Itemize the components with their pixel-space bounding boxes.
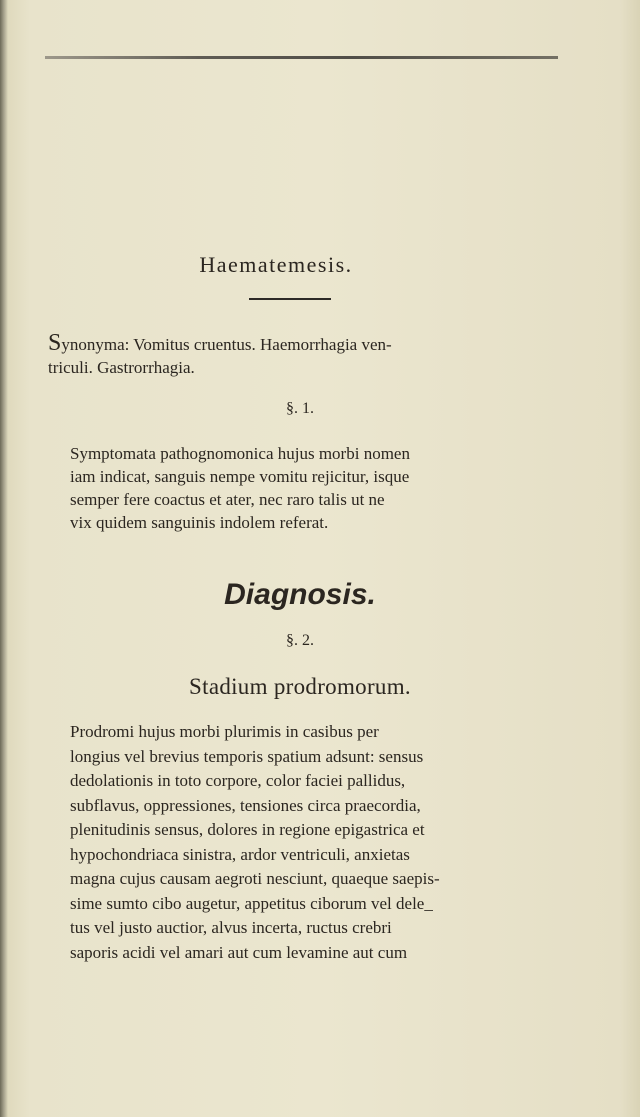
paragraph-prodromi (48, 720, 558, 965)
paragraph-line: semper fere coactus et ater, nec raro talis ut ne (70, 490, 385, 509)
paragraph-line: hypochondriaca sinistra, ardor ventriculi, anxietas (70, 844, 410, 864)
page-title: Haematemesis. (199, 252, 353, 277)
paragraph-line: plenitudinis sensus, dolores in regione epigastrica et (70, 820, 425, 839)
paragraph-line: saporis acidi vel amari aut cum levamine aut cum (70, 942, 408, 962)
paragraph-line: dedolationis in toto corpore, color faciei pallidus, (70, 771, 406, 790)
paragraph-line: iam indicat, sanguis nempe vomitu rejicitur, isque (70, 467, 410, 486)
synonyma-line-1: ynonyma: Vomitus cruentus. Haemorrhagia ven- (61, 335, 392, 354)
section-number-1: §. 1. (286, 400, 314, 417)
paragraph-line: magna cujus causam aegroti nesciunt, quaeque saepis- (70, 869, 440, 888)
paragraph-symptomata (48, 442, 558, 534)
section-number-2: §. 2. (286, 632, 314, 649)
heading-stadium: Stadium prodromorum. (189, 674, 411, 699)
paragraph-line: subflavus, oppressiones, tensiones circa praecordia, (70, 795, 421, 815)
paragraph-line: Symptomata pathognomonica hujus morbi nomen (70, 444, 410, 463)
paragraph-line: vix quidem sanguinis indolem referat. (70, 513, 329, 532)
drop-initial: S (48, 330, 62, 356)
synonyma-paragraph (48, 332, 558, 379)
heading-diagnosis: Diagnosis. (224, 578, 376, 611)
title-divider (249, 298, 331, 300)
page-binding-edge (0, 0, 8, 1117)
paragraph-line: Prodromi hujus morbi plurimis in casibus per (70, 722, 379, 741)
paragraph-line: longius vel brevius temporis spatium adsunt: sensus (70, 746, 424, 766)
paragraph-line: tus vel justo auctior, alvus incerta, ructus crebri (70, 918, 392, 937)
top-rule (45, 56, 558, 59)
paragraph-line: sime sumto cibo augetur, appetitus ciborum vel dele_ (70, 893, 433, 913)
synonyma-line-2: triculi. Gastrorrhagia. (48, 358, 195, 377)
